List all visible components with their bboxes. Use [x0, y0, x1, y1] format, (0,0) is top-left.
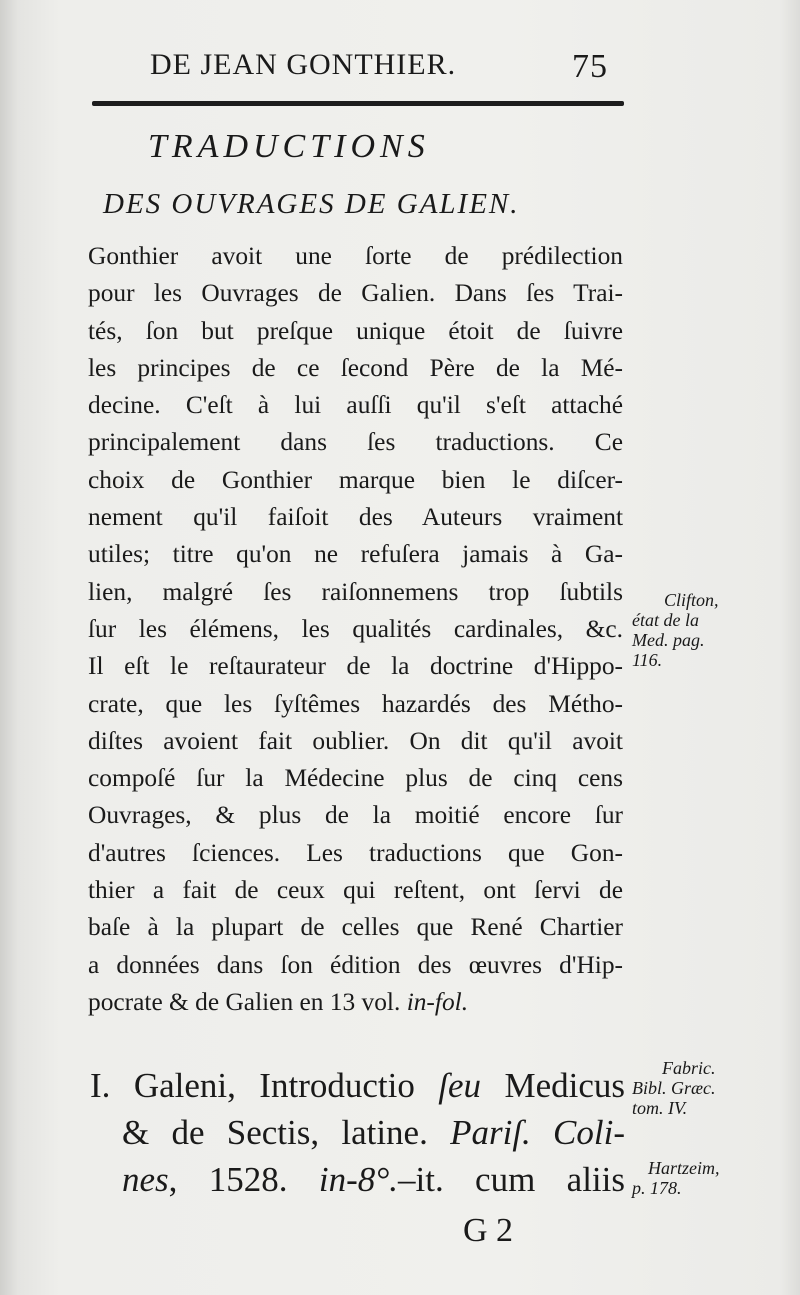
- entry-italic: in-8°.: [318, 1160, 398, 1199]
- body-line: ſur les élémens, les qualités cardinales, &c.: [88, 614, 623, 643]
- section-title: TRADUCTIONS: [148, 128, 430, 165]
- body-line: nement qu'il faiſoit des Auteurs vraiment: [88, 503, 623, 532]
- signature-mark: G 2: [463, 1212, 514, 1249]
- body-line: principalement dans ſes traductions. Ce: [88, 428, 623, 457]
- entry-line-1: [90, 1062, 625, 1109]
- body-line: decine. C'eſt à lui auſſi qu'il s'eſt attaché: [88, 391, 623, 420]
- format-note: in-fol.: [406, 987, 469, 1016]
- body-line-last: [88, 984, 623, 1021]
- margin-note-line: Med. pag.: [632, 630, 705, 650]
- entry-italic: nes: [122, 1160, 169, 1199]
- margin-note-clifton: [632, 590, 782, 670]
- body-line: thier a fait de ceux qui reſtent, ont ſervi de: [88, 876, 623, 905]
- margin-note-line: p. 178.: [632, 1178, 682, 1198]
- margin-note-line: tom. IV.: [632, 1098, 688, 1118]
- body-line: choix de Gonthier marque bien le diſcer-: [88, 465, 623, 494]
- body-line: lien, malgré ſes raiſonnemens trop ſubtils: [88, 577, 623, 606]
- body-line: baſe à la plupart de celles que René Chartier: [88, 913, 623, 942]
- margin-note-line: 116.: [632, 650, 663, 670]
- bibliography-entry: [90, 1062, 625, 1203]
- entry-text: Medicus: [481, 1066, 625, 1105]
- body-line: a données dans ſon édition des œuvres d'Hip-: [88, 950, 623, 979]
- body-line: tés, ſon but preſque unique étoit de ſuivre: [88, 316, 623, 345]
- running-head: [150, 42, 630, 92]
- body-line: les principes de ce ſecond Père de la Mé-: [88, 353, 623, 382]
- margin-note-hartzeim: [632, 1158, 782, 1198]
- entry-italic: Pariſ. Coli-: [450, 1113, 625, 1152]
- margin-note-line: Fabric.: [662, 1058, 716, 1078]
- entry-italic: ſeu: [438, 1066, 482, 1105]
- body-last-text: pocrate & de Galien en 13 vol.: [88, 987, 407, 1016]
- margin-note-line: Bibl. Græc.: [632, 1078, 716, 1098]
- entry-text: , 1528.: [168, 1160, 319, 1199]
- body-line: Ouvrages, & plus de la moitié encore ſur: [88, 801, 623, 830]
- margin-note-line: Clifton,: [664, 590, 719, 610]
- body-line: Gonthier avoit une ſorte de prédilection: [88, 242, 623, 270]
- body-line: pour les Ouvrages de Galien. Dans ſes Trai-: [88, 279, 623, 308]
- body-paragraph: [88, 238, 623, 1021]
- page-number: 75: [572, 48, 608, 85]
- entry-line-2: [90, 1109, 625, 1156]
- body-line: Il eſt le reſtaurateur de la doctrine d'Hippo-: [88, 652, 623, 681]
- body-line: compoſé ſur la Médecine plus de cinq cens: [88, 764, 623, 793]
- body-line: diſtes avoient fait oublier. On dit qu'il avoit: [88, 726, 623, 755]
- header-rule: [92, 101, 624, 106]
- entry-text: –it. cum aliis: [398, 1160, 625, 1199]
- section-subtitle: DES OUVRAGES DE GALIEN.: [103, 188, 520, 220]
- body-line: utiles; titre qu'on ne refuſera jamais à Ga-: [88, 540, 623, 569]
- running-head-title: DE JEAN GONTHIER.: [150, 48, 457, 81]
- margin-note-line: état de la: [632, 610, 699, 630]
- entry-line-3: [90, 1156, 625, 1203]
- entry-text: & de Sectis, latine.: [122, 1113, 451, 1152]
- body-line: d'autres ſciences. Les traductions que Gon-: [88, 838, 623, 867]
- margin-note-fabric: [632, 1058, 782, 1118]
- entry-text: I. Galeni, Introductio: [90, 1066, 439, 1105]
- body-line: crate, que les ſyſtêmes hazardés des Métho-: [88, 689, 623, 718]
- margin-note-line: Hartzeim,: [648, 1158, 720, 1178]
